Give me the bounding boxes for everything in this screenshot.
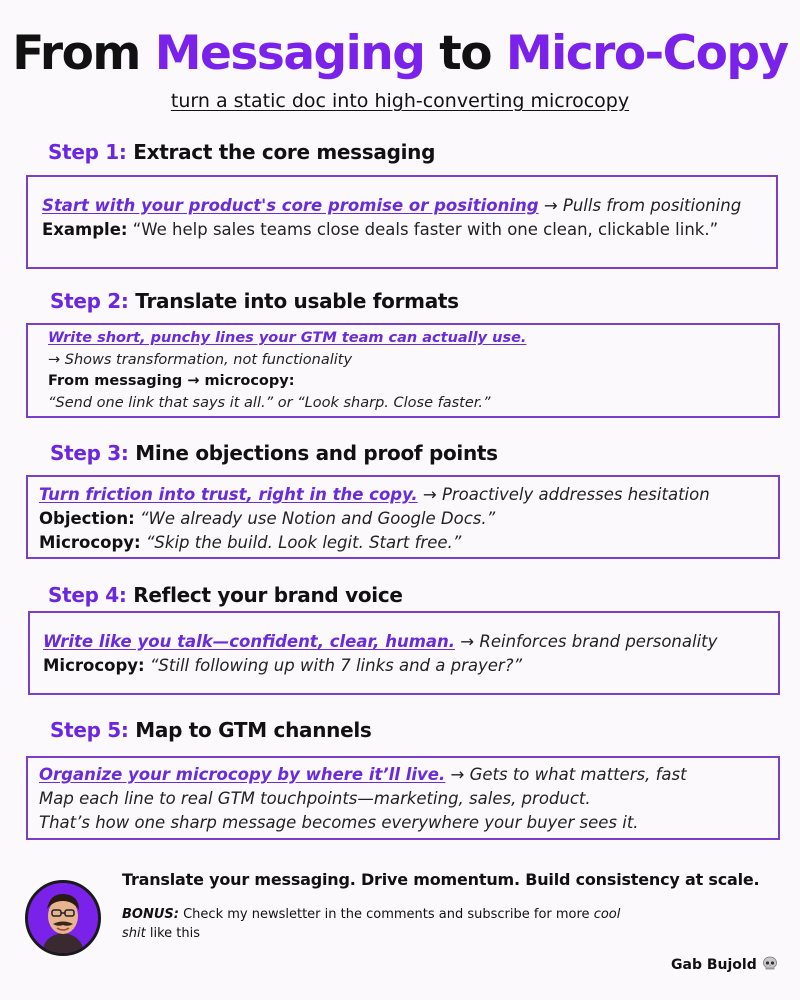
step-3-objection: “We already use Notion and Google Docs.” bbox=[139, 509, 496, 528]
step-3-box: Turn friction into trust, right in the copy. → Proactively addresses hesitation Objection: “We already use Notion and Google Docs.” Microcopy: “Skip the build. Look legit. Start free.” bbox=[26, 475, 780, 559]
page-subtitle: turn a static doc into high-converting microcopy bbox=[170, 90, 630, 112]
step-3-heading: Step 3: Mine objections and proof points bbox=[50, 441, 498, 465]
step-4-tail: → Reinforces brand personality bbox=[460, 632, 718, 651]
step-1-box: Start with your product's core promise or positioning → Pulls from positioning Example: “We help sales teams close deals faster with one clean, clickable link.” bbox=[26, 175, 778, 269]
step-5-tail: → Gets to what matters, fast bbox=[450, 765, 687, 784]
step-2-example: “Send one link that says it all.” or “Look sharp. Close faster.” bbox=[48, 394, 491, 411]
skull-icon bbox=[762, 956, 778, 971]
footer-tagline: Translate your messaging. Drive momentum. Build consistency at scale. bbox=[122, 870, 760, 889]
step-4-box: Write like you talk—confident, clear, human. → Reinforces brand personality Microcopy: “Still following up with 7 links and a prayer?” bbox=[28, 611, 780, 695]
step-5-line-2: Map each line to real GTM touchpoints—marketing, sales, product. bbox=[39, 789, 591, 808]
step-4-heading: Step 4: Reflect your brand voice bbox=[48, 583, 403, 607]
step-3-microcopy: “Skip the build. Look legit. Start free.” bbox=[145, 533, 462, 552]
step-2-lead: Write short, punchy lines your GTM team can actually use. bbox=[48, 330, 527, 346]
step-1-heading: Step 1: Extract the core messaging bbox=[48, 140, 436, 164]
step-4-microcopy: “Still following up with 7 links and a prayer?” bbox=[149, 656, 522, 675]
page-title: From Messaging to Micro-Copy bbox=[12, 26, 788, 81]
step-5-heading: Step 5: Map to GTM channels bbox=[50, 718, 372, 742]
step-5-box bbox=[26, 756, 780, 840]
author-signature: Gab Bujold bbox=[671, 956, 778, 973]
bonus-note: BONUS: Check my newsletter in the comments and subscribe for more cool shit like this bbox=[122, 907, 621, 941]
avatar bbox=[25, 880, 101, 956]
step-1-example: “We help sales teams close deals faster with one clean, clickable link.” bbox=[132, 220, 719, 239]
avatar-portrait bbox=[28, 883, 98, 953]
step-5-lead: Organize your microcopy by where it’ll live. bbox=[39, 765, 446, 784]
step-1-tail: → Pulls from positioning bbox=[543, 196, 742, 215]
step-2-tail: → Shows transformation, not functionality bbox=[48, 351, 353, 368]
step-4-lead: Write like you talk—confident, clear, human. bbox=[43, 632, 456, 651]
step-2-heading: Step 2: Translate into usable formats bbox=[50, 289, 459, 313]
step-2-box: Write short, punchy lines your GTM team can actually use. → Shows transformation, not functionality From messaging → microcopy: “Send one link that says it all.” or “Look sharp. Close faster.” bbox=[26, 323, 780, 418]
step-5-line-3: That’s how one sharp message becomes everywhere your buyer sees it. bbox=[39, 813, 639, 832]
step-1-lead: Start with your product's core promise or positioning bbox=[42, 196, 539, 215]
step-3-lead: Turn friction into trust, right in the copy. bbox=[39, 485, 418, 504]
step-3-tail: → Proactively addresses hesitation bbox=[422, 485, 710, 504]
